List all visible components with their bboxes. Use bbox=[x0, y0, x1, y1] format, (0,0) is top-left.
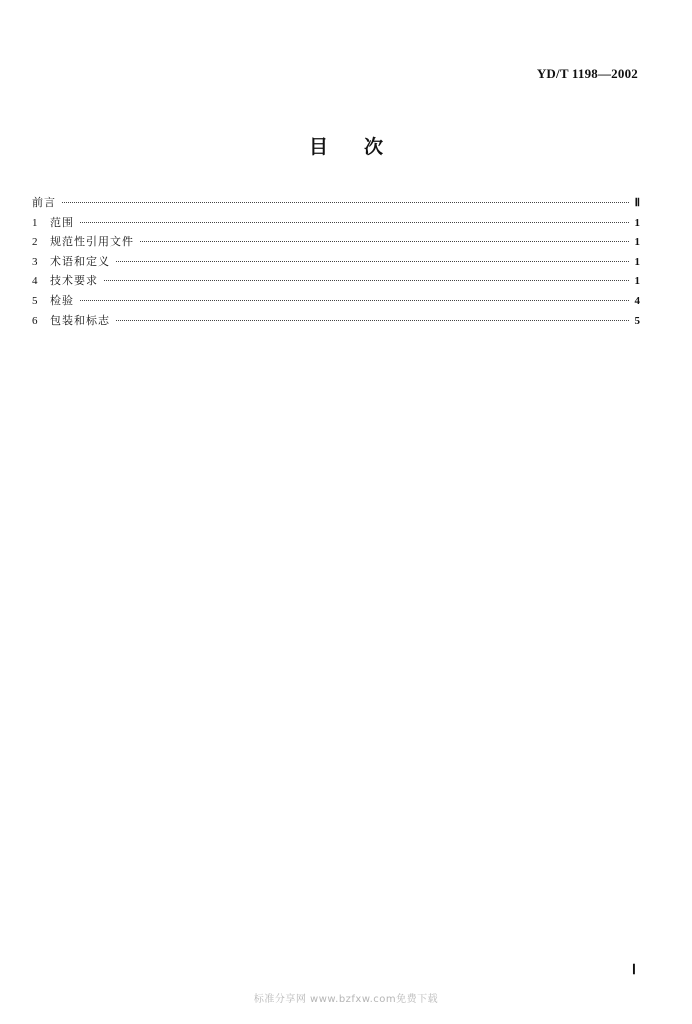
toc-entry-page: Ⅱ bbox=[634, 197, 640, 209]
toc-dot-leader bbox=[80, 222, 629, 223]
toc-entry-label: 规范性引用文件 bbox=[50, 235, 134, 249]
toc-entry-technical-requirements[interactable] bbox=[32, 272, 640, 292]
toc-entry-label: 范围 bbox=[50, 215, 74, 229]
toc-entry-page: 1 bbox=[634, 216, 640, 229]
toc-entry-label: 术语和定义 bbox=[50, 254, 110, 268]
toc-dot-leader bbox=[104, 280, 629, 281]
toc-entry-page: 1 bbox=[634, 275, 640, 288]
toc-entry-number: 1 bbox=[32, 216, 38, 229]
toc-entry-label: 检验 bbox=[50, 293, 74, 307]
toc-entry-page: 5 bbox=[634, 314, 640, 327]
toc-dot-leader bbox=[116, 261, 629, 262]
toc-entry-page: 4 bbox=[634, 294, 640, 307]
toc-entry-number: 2 bbox=[32, 236, 38, 249]
toc-entry-label: 技术要求 bbox=[50, 274, 98, 288]
page-title: 目次 bbox=[308, 136, 419, 158]
toc-entry-number: 3 bbox=[32, 255, 38, 268]
toc-entry-foreword[interactable] bbox=[32, 194, 640, 214]
toc-entry-number: 5 bbox=[32, 294, 38, 307]
toc-entry-page: 1 bbox=[634, 236, 640, 249]
toc-dot-leader bbox=[80, 300, 629, 301]
toc-dot-leader bbox=[116, 320, 629, 321]
table-of-contents bbox=[32, 194, 640, 331]
page-number: Ⅰ bbox=[631, 963, 636, 978]
toc-dot-leader bbox=[62, 202, 629, 203]
toc-entry-number: 4 bbox=[32, 275, 38, 288]
toc-entry-label: 包装和标志 bbox=[50, 313, 110, 327]
toc-entry-packaging-marking[interactable] bbox=[32, 312, 640, 332]
toc-entry-page: 1 bbox=[634, 255, 640, 268]
watermark-text: 标准分享网 www.bzfxw.com免费下载 bbox=[253, 994, 439, 1005]
toc-entry-inspection[interactable] bbox=[32, 292, 640, 312]
toc-entry-label: 前言 bbox=[32, 196, 56, 209]
toc-entry-terms-definitions[interactable] bbox=[32, 253, 640, 273]
toc-entry-scope[interactable] bbox=[32, 214, 640, 234]
toc-entry-normative-references[interactable] bbox=[32, 233, 640, 253]
toc-dot-leader bbox=[140, 241, 629, 242]
document-code: YD/T 1198—2002 bbox=[536, 66, 638, 81]
toc-entry-number: 6 bbox=[32, 314, 38, 327]
